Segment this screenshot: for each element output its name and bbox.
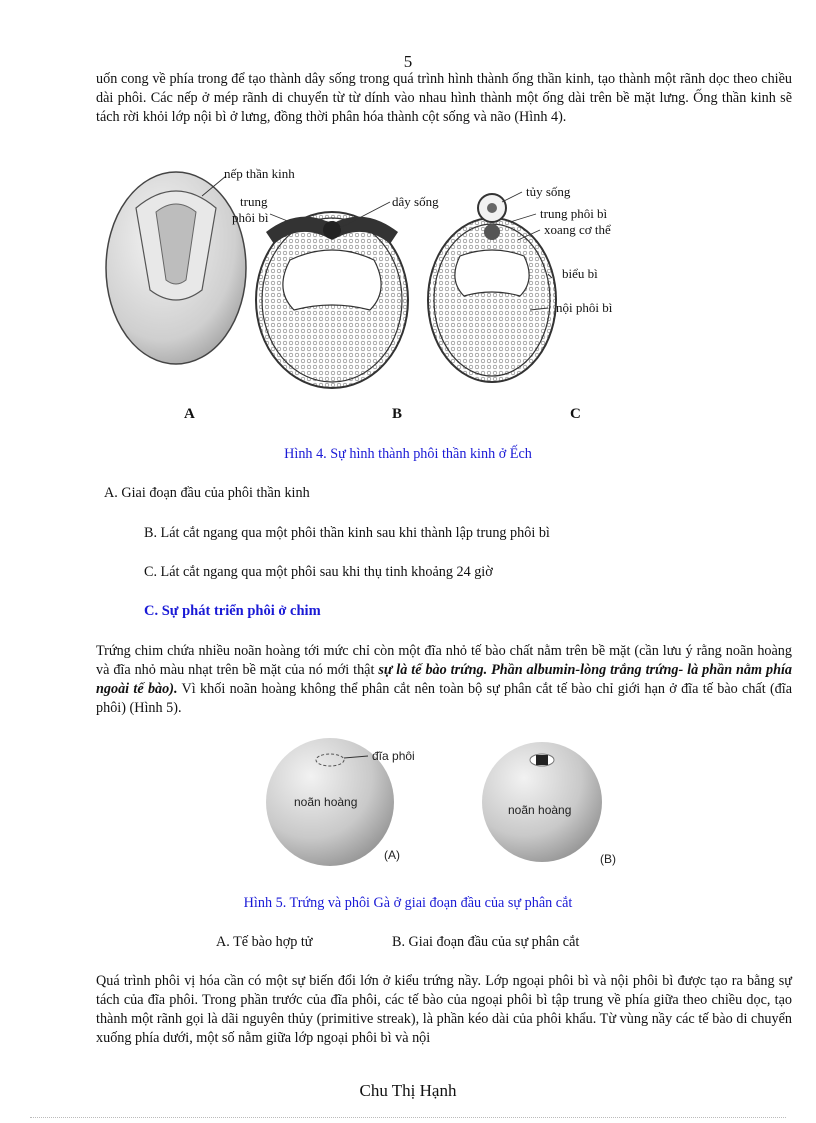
figure-5-item-a: A. Tế bào hợp tử [216,934,313,950]
figure-4-caption: Hình 4. Sự hình thành phôi thần kinh ở Ếch [284,446,532,462]
paragraph-3: Quá trình phôi vị hóa cần có một sự biến đổi lớn ở kiểu trứng nầy. Lớp ngoại phôi bì và nội phôi bì được tạo ra bằng sự tách của đĩa phôi. Trong phần trước của đĩa phôi, các tế bào của ngoại phôi bì tập trung về phía giữa theo chiều dọc, tạo thành một rãnh gọi là dãi nguyên thủy (primitive streak), là phần kéo dài của phôi khẩu. Từ vùng nầy các tế bào di chuyển xuống phía dưới, một số nằm giữa lớp ngoại phôi bì và nội [96,973,792,1046]
paragraph-2-part1: Trứng chim chứa nhiều noãn hoàng tới mức chỉ còn một đĩa nhỏ tế bào chất nằm trên bề mặt (cần lưu ý rằng noãn hoàng và đĩa nhỏ màu nhạt trên bề mặt của nó mới thật [96,643,792,678]
paragraph-2 [96,642,792,718]
figure-5-caption: Hình 5. Trứng và phôi Gà ở giai đoạn đầu của sự phân cắt [243,895,573,911]
footer-author: Chu Thị Hạnh [359,1081,457,1100]
figure-4-letter-b: B [392,406,403,422]
list4-item-b: B. Lát cắt ngang qua một phôi thần kinh sau khi thành lập trung phôi bì [144,525,550,541]
figure-5-tag-b: (B) [600,852,616,866]
label-noan-hoang-a: noãn hoàng [294,795,358,809]
page-number: 5 [403,52,413,71]
footer-divider [30,1117,786,1118]
figure-5b-egg [482,742,602,862]
list4-item-c: C. Lát cắt ngang qua một phôi sau khi thụ tinh khoảng 24 giờ [144,564,493,580]
label-day-song: dây sống [392,194,439,209]
label-tuy-song: tủy sống [526,184,571,199]
label-noi-phoi-bi: nội phôi bì [556,300,613,315]
figure-4c-cross-section [428,194,556,382]
label-nep-than-kinh: nếp thần kinh [224,166,295,181]
label-noan-hoang-b: noãn hoàng [508,803,572,817]
figure-5-item-b: B. Giai đoạn đầu của sự phân cắt [392,934,580,950]
figure-4b-cross-section [256,212,408,388]
label-bieu-bi: biểu bì [562,266,598,281]
list4-item-a: A. Giai đoạn đầu của phôi thần kinh [104,485,310,501]
section-heading: C. Sự phát triển phôi ở chim [144,603,321,619]
figure-4-letter-a: A [184,406,195,422]
figure-5-tag-a: (A) [384,848,400,862]
paragraph-2-part3: Vì khối noãn hoàng không thể phân cắt nên toàn bộ sự phân cắt tế bào chỉ giới hạn ở đĩa tế bào chất (đĩa phôi) (Hình 5). [96,681,793,716]
label-phoi-bi: phôi bì [232,210,269,225]
intro-paragraph: uốn cong về phía trong để tạo thành dây sống trong quá trình hình thành ống thần kinh, tạo thành một rãnh dọc theo chiều dài phôi. Các nếp ở mép rãnh di chuyển từ từ dính vào nhau hình thành một ống dài trên bề mặt lưng. Ống thần kinh sẽ tách rời khỏi lớp nội bì ở lưng, đồng thời phân hóa thành cột sống và não (Hình 4). [96,71,792,125]
figure-4-letter-c: C [570,406,581,422]
figure-4a-embryo [106,172,246,364]
label-trung-phoi-bi: trung phôi bì [540,206,608,221]
label-xoang-co-the: xoang cơ thể [544,222,611,237]
paragraph-2-emphasis: sự là tế bào trứng. Phần albumin-lòng trắng trứng- là phần nằm phía ngoài tế bào). [96,662,792,697]
label-trung: trung [240,194,268,209]
label-dia-phoi: đĩa phôi [372,749,415,763]
